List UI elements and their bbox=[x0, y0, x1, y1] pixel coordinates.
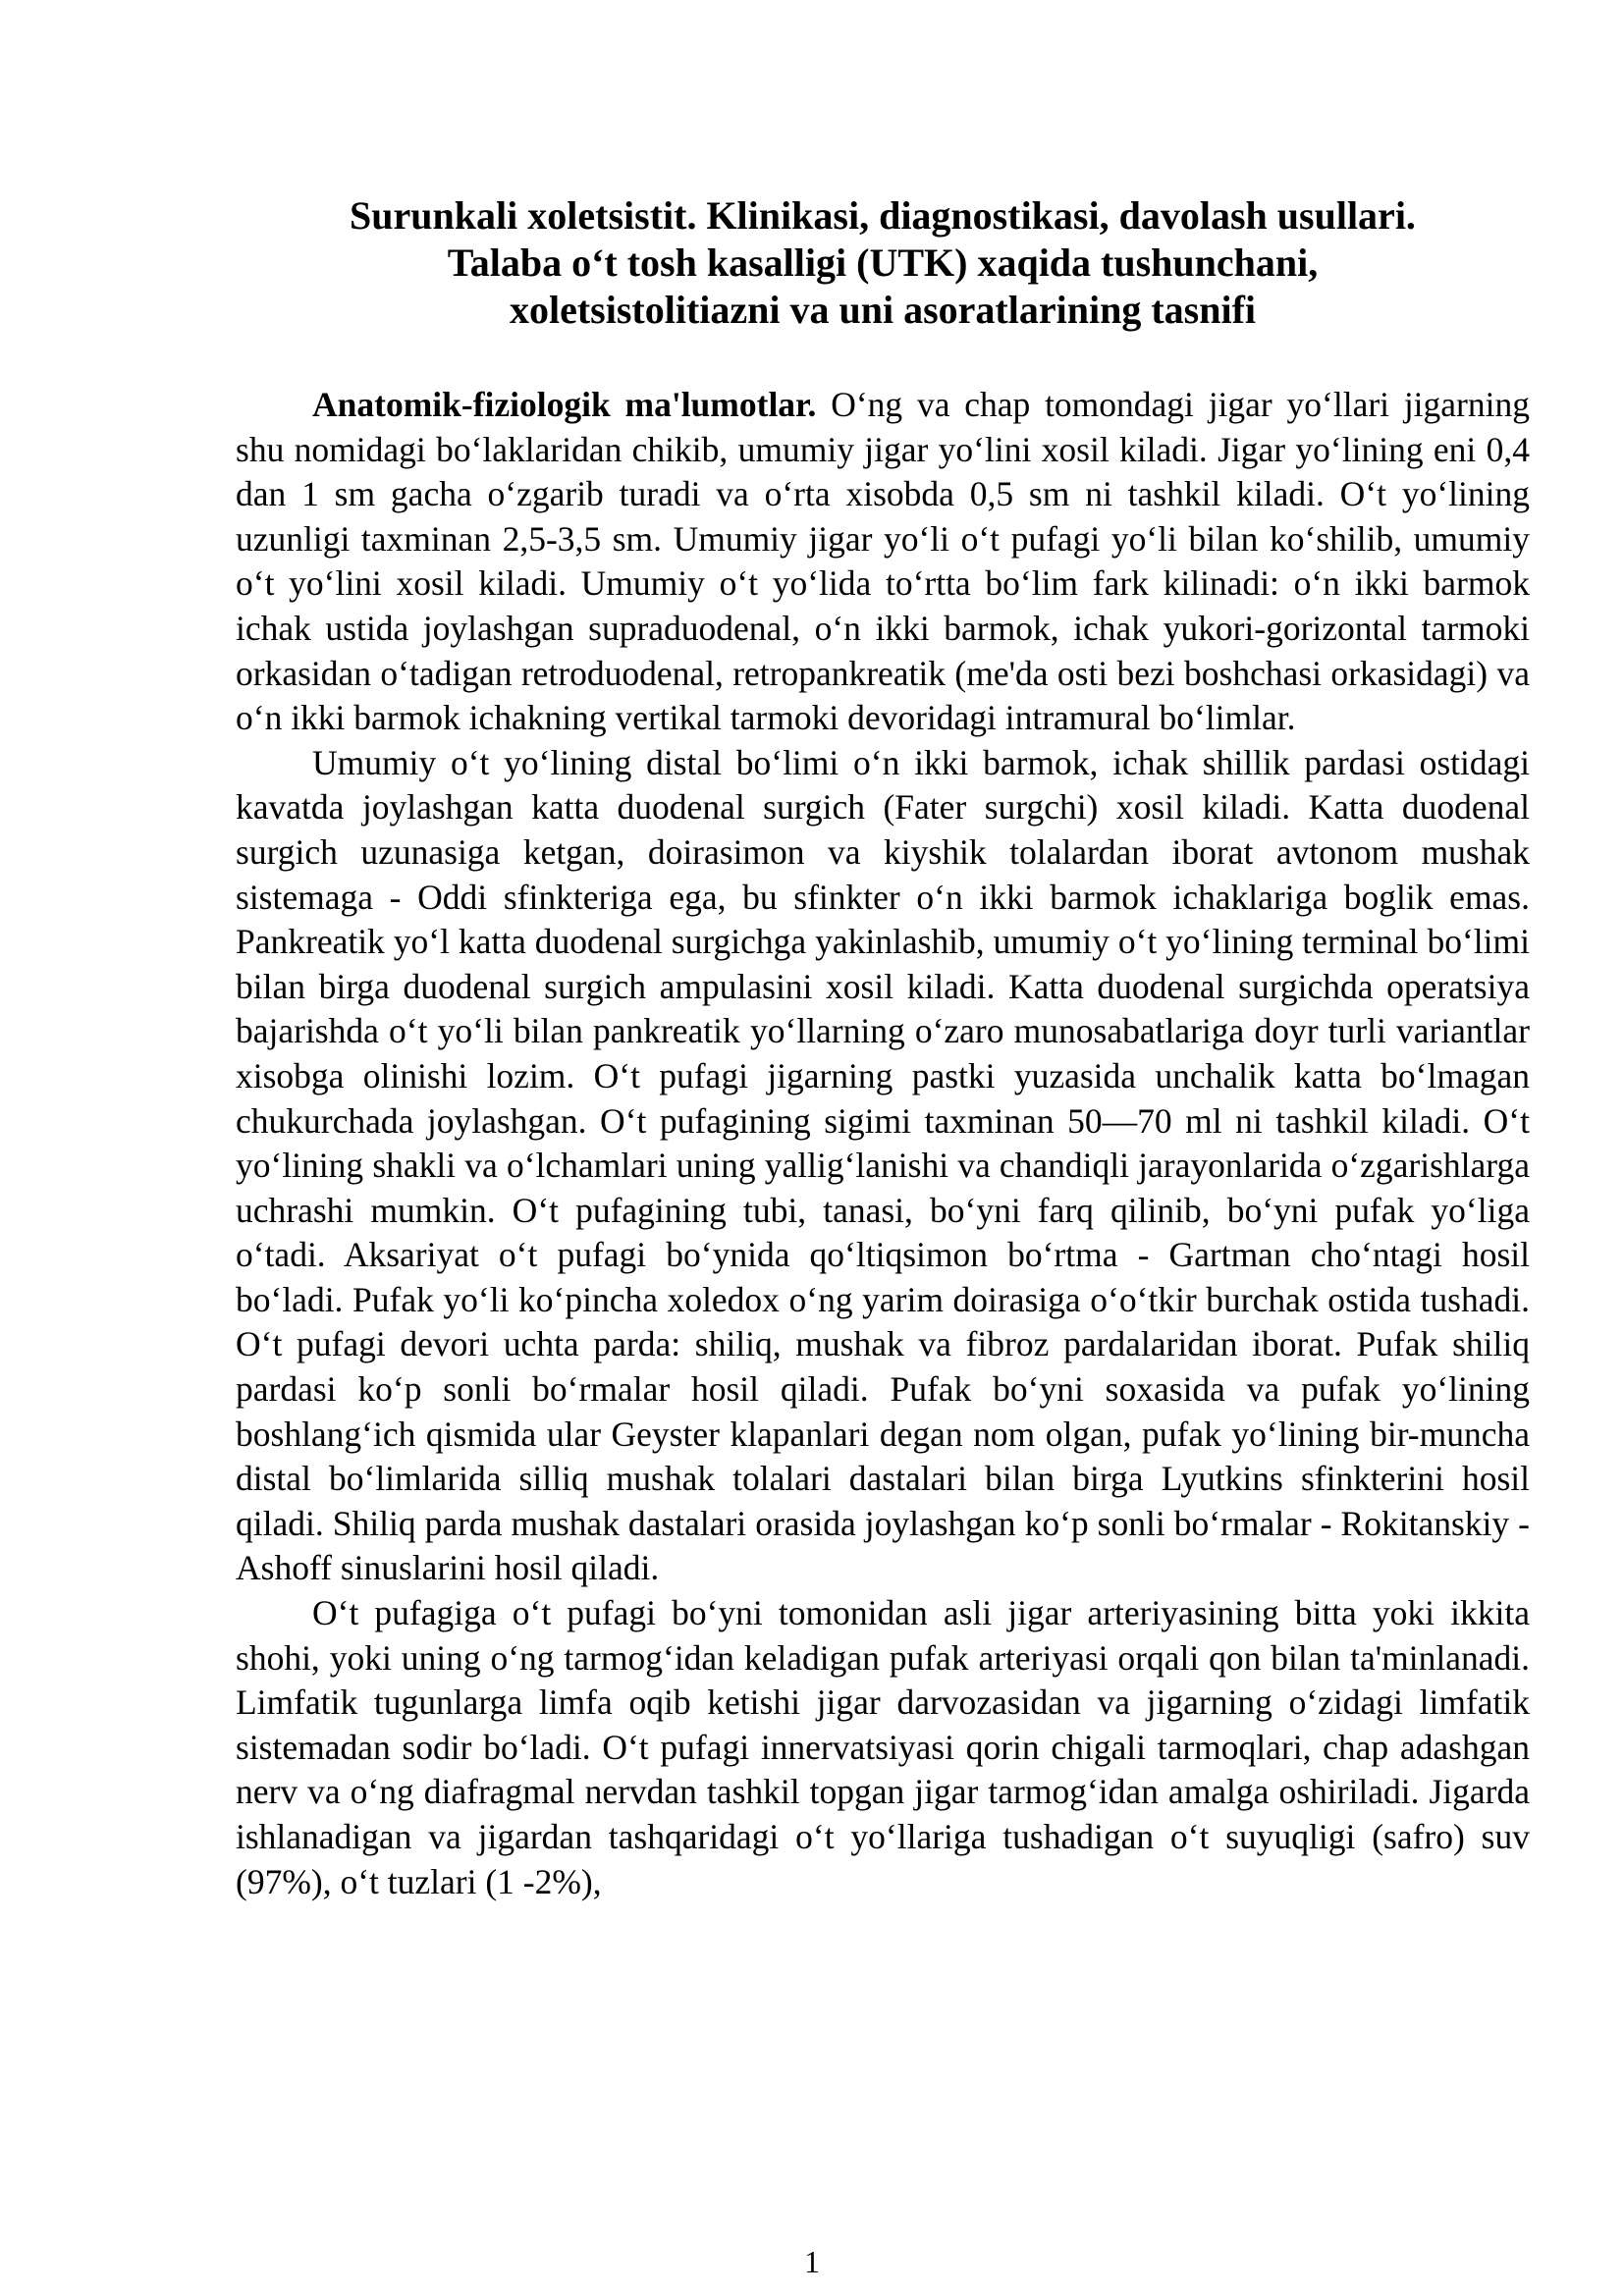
paragraph-blood-supply bbox=[236, 1591, 1530, 1904]
title-line-1: Surunkali xoletsistit. Klinikasi, diagnostikasi, davolash usullari. bbox=[350, 193, 1416, 238]
paragraph-text: O‘ng va chap tomondagi jigar yo‘llari jigarning shu nomidagi bo‘laklaridan chikib, umumiy jigar yo‘lini xosil kiladi. Jigar yo‘lining eni 0,4 dan 1 sm gacha o‘zgarib turadi va o‘rta xisobda 0,5 sm ni tashkil kiladi. O‘t yo‘lining uzunligi taxminan 2,5-3,5 sm. Umumiy jigar yo‘li o‘t pufagi yo‘li bilan ko‘shilib, umumiy o‘t yo‘lini xosil kiladi. Umumiy o‘t yo‘lida to‘rtta bo‘lim fark kilinadi: o‘n ikki barmok ichak ustida joylashgan supraduodenal, o‘n ikki barmok, ichak yukori-gorizontal tarmoki orkasidan o‘tadigan retroduodenal, retropankreatik (me'da osti bezi boshchasi orkasidagi) va o‘n ikki barmok ichakning vertikal tarmoki devoridagi intramural bo‘limlar. bbox=[236, 385, 1530, 738]
paragraph-text: Umumiy o‘t yo‘lining distal bo‘limi o‘n ikki barmok, ichak shillik pardasi ostidagi kavatda joylashgan katta duodenal surgich (Fater surgchi) xosil kiladi. Katta duodenal surgich uzunasiga ketgan, doirasimon va kiyshik tolalardan iborat avtonom mushak sistemaga - Oddi sfinkteriga ega, bu sfinkter o‘n ikki barmok ichaklariga boglik emas. Pankreatik yo‘l katta duodenal surgichga yakinlashib, umumiy o‘t yo‘lining terminal bo‘limi bilan birga duodenal surgich ampulasini xosil kiladi. Katta duodenal surgichda operatsiya bajarishda o‘t yo‘li bilan pankreatik yo‘llarning o‘zaro munosabatlariga doyr turli variantlar xisobga olinishi lozim. O‘t pufagi jigarning pastki yuzasida unchalik katta bo‘lmagan chukurchada joylashgan. O‘t pufagining sigimi taxminan 50—70 ml ni tashkil kiladi. O‘t yo‘lining shakli va o‘lchamlari uning yallig‘lanishi va chandiqli jarayonlarida o‘zgarishlarga uchrashi mumkin. O‘t pufagining tubi, tanasi, bo‘yni farq qilinib, bo‘yni pufak yo‘liga o‘tadi. Aksariyat o‘t pufagi bo‘ynida qo‘ltiqsimon bo‘rtma - Gartman cho‘ntagi hosil bo‘ladi. Pufak yo‘li ko‘pincha xoledox o‘ng yarim doirasiga o‘o‘tkir burchak ostida tushadi. O‘t pufagi devori uchta parda: shiliq, mushak va fibroz pardalaridan iborat. Pufak shiliq pardasi ko‘p sonli bo‘rmalar hosil qiladi. Pufak bo‘yni soxasida va pufak yo‘lining boshlang‘ich qismida ular Geyster klapanlari degan nom olgan, pufak yo‘lining bir-muncha distal bo‘limlarida silliq mushak tolalari dastalari bilan birga Lyutkins sfinkterini hosil qiladi. Shiliq parda mushak dastalari orasida joylashgan ko‘p sonli bo‘rmalar - Rokitanskiy - Ashoff sinuslarini hosil qiladi. bbox=[236, 742, 1530, 1588]
document-body bbox=[236, 383, 1530, 1904]
paragraph-text: O‘t pufagiga o‘t pufagi bo‘yni tomonidan asli jigar arteriyasining bitta yoki ikkita shohi, yoki uning o‘ng tarmog‘idan keladigan pufak arteriyasi orqali qon bilan ta'minlanadi. Limfatik tugunlarga limfa oqib ketishi jigar darvozasidan va jigarning o‘zidagi limfatik sistemadan sodir bo‘ladi. O‘t pufagi innervatsiyasi qorin chigali tarmoqlari, chap adashgan nerv va o‘ng diafragmal nervdan tashkil topgan jigar tarmog‘idan amalga oshiriladi. Jigarda ishlanadigan va jigardan tashqaridagi o‘t yo‘llariga tushadigan o‘t suyuqligi (safro) suv (97%), o‘t tuzlari (1 -2%), bbox=[236, 1593, 1530, 1901]
title-line-2: Talaba o‘t tosh kasalligi (UTK) xaqida tushunchani, bbox=[447, 240, 1319, 285]
paragraph-anatomy bbox=[236, 383, 1530, 741]
paragraph-bile-duct bbox=[236, 741, 1530, 1591]
title-line-3: xoletsistolitiazni va uni asoratlarining tasnifi bbox=[509, 288, 1257, 332]
page-number: 1 bbox=[804, 2244, 820, 2279]
document-title bbox=[236, 192, 1530, 334]
document-page bbox=[236, 192, 1530, 1904]
paragraph-lead-heading: Anatomik-fiziologik ma'lumotlar. bbox=[312, 385, 817, 424]
